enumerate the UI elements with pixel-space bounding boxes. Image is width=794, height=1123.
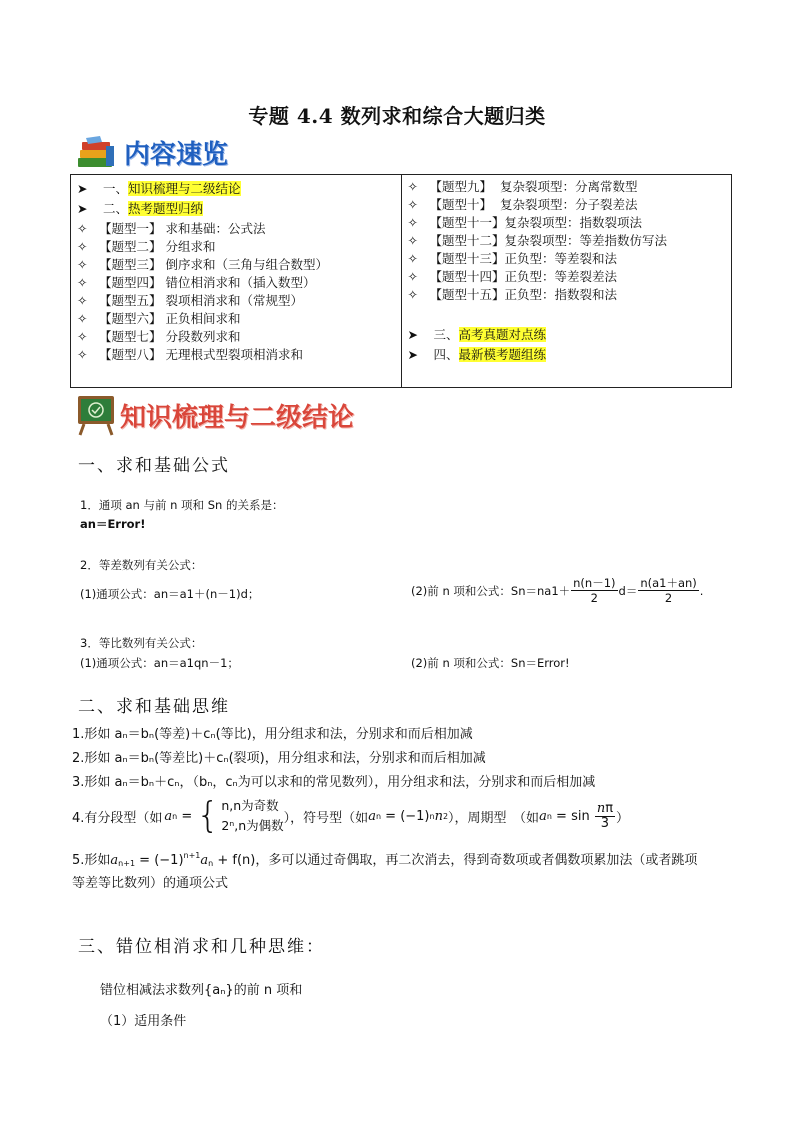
- toc-item-type-13[interactable]: ✧ 【题型十三】正负型：等差裂和法: [407, 251, 618, 266]
- s3-line1: 错位相减法求数列{aₙ}的前 n 项和: [100, 983, 303, 998]
- toc-item-exam[interactable]: ➤ 三、高考真题对点练: [407, 327, 547, 342]
- item3-title: 3．等比数列有关公式：: [80, 636, 203, 650]
- s2-line2: 2.形如 aₙ＝bₙ(等差比)＋cₙ(裂项)，用分组求和法，分别求和而后相加减: [72, 751, 486, 766]
- diamond-bullet-icon: ✧: [77, 257, 88, 272]
- diamond-bullet-icon: ✧: [407, 215, 418, 230]
- item3-left: (1)通项公式：an＝a1qn－1；: [80, 656, 239, 670]
- blackboard-icon: [76, 394, 116, 436]
- item1-title: 1．通项 an 与前 n 项和 Sn 的关系是：: [80, 498, 284, 512]
- toc-item-type-1[interactable]: ✧ 【题型一】 求和基础：公式法: [77, 221, 266, 236]
- toc-item-type-5[interactable]: ✧ 【题型五】 裂项相消求和（常规型）: [77, 293, 304, 308]
- diamond-bullet-icon: ✧: [407, 197, 418, 212]
- item2-right: (2)前 n 项和公式：Sn＝na1＋ $\frac{n(n-1)}{2}$ d＝ $\frac{n(a1+an)}{2}$ .: [411, 576, 704, 605]
- arrow-bullet-icon: ➤: [77, 201, 88, 216]
- toc-right-column: [402, 175, 732, 387]
- s2-line3: 3.形如 aₙ＝bₙ＋cₙ，（bₙ，cₙ为可以求和的常见数列），用分组求和法，分别求和而后相加减: [72, 775, 596, 790]
- toc-item-mock[interactable]: ➤ 四、最新模考题组练: [407, 347, 547, 362]
- toc-item-type-10[interactable]: ✧ 【题型十】 复杂裂项型：分子裂差法: [407, 197, 638, 212]
- toc-table: [70, 174, 732, 388]
- books-icon: [76, 136, 118, 170]
- toc-item-type-4[interactable]: ✧ 【题型四】 错位相消求和（插入数型）: [77, 275, 316, 290]
- diamond-bullet-icon: ✧: [77, 347, 88, 362]
- toc-item-type-9[interactable]: ✧ 【题型九】 复杂裂项型：分离常数型: [407, 179, 638, 194]
- diamond-bullet-icon: ✧: [77, 329, 88, 344]
- diamond-bullet-icon: ✧: [77, 275, 88, 290]
- toc-item-type-15[interactable]: ✧ 【题型十五】正负型：指数裂和法: [407, 287, 618, 302]
- fraction: $\frac{n(a1+an)}{2}$: [640, 576, 697, 605]
- fraction: $\frac{n(n-1)}{2}$: [573, 576, 616, 605]
- diamond-bullet-icon: ✧: [407, 233, 418, 248]
- toc-item-hot-types[interactable]: ➤ 二、热考题型归纳: [77, 201, 204, 216]
- toc-item-knowledge[interactable]: ➤ 一、知识梳理与二级结论: [77, 181, 241, 196]
- arrow-bullet-icon: ➤: [407, 347, 418, 362]
- diamond-bullet-icon: ✧: [77, 221, 88, 236]
- section-1-heading: 一、求和基础公式: [78, 456, 230, 476]
- toc-item-type-3[interactable]: ✧ 【题型三】 倒序求和（三角与组合数型）: [77, 257, 329, 272]
- item2-title: 2．等差数列有关公式：: [80, 558, 203, 572]
- diamond-bullet-icon: ✧: [407, 287, 418, 302]
- diamond-bullet-icon: ✧: [407, 269, 418, 284]
- section-2-heading: 二、求和基础思维: [78, 697, 230, 717]
- s3-line2: （1）适用条件: [100, 1014, 187, 1029]
- fraction: $\frac{n\pi}{3}$: [596, 800, 614, 831]
- toc-item-type-11[interactable]: ✧ 【题型十一】复杂裂项型：指数裂项法: [407, 215, 643, 230]
- diamond-bullet-icon: ✧: [407, 179, 418, 194]
- toc-item-type-7[interactable]: ✧ 【题型七】 分段数列求和: [77, 329, 241, 344]
- toc-left-column: [71, 175, 402, 387]
- banner-text: 内容速览: [124, 140, 229, 170]
- s2-line4: 4.有分段型（如 a n = { n,n为奇数 2ⁿ,n为偶数 ），符号型（如 a n = (−1) n n 2 ），周期型 （如 a n = sin $\frac{n\pi}{3}$ ）: [72, 795, 630, 836]
- page-title: 专题 4.4 数列求和综合大题归类: [248, 104, 546, 128]
- section-3-heading: 三、错位相消求和几种思维：: [78, 937, 325, 957]
- arrow-bullet-icon: ➤: [407, 327, 418, 342]
- s2-line1: 1.形如 aₙ＝bₙ(等差)＋cₙ(等比)，用分组求和法，分别求和而后相加减: [72, 727, 473, 742]
- s2-line5: 5.形如$a_{n+1} = (-1)^{n+1}a_n + f(n)$，多可以通过奇偶取，再二次消去，得到奇数项或者偶数项累加法（或者跳项: [72, 851, 698, 868]
- diamond-bullet-icon: ✧: [77, 311, 88, 326]
- case-even: 2ⁿ,n为偶数: [221, 818, 284, 833]
- toc-item-type-14[interactable]: ✧ 【题型十四】正负型：等差裂差法: [407, 269, 618, 284]
- s2-line5-cont: 等差等比数列）的通项公式: [72, 876, 229, 891]
- diamond-bullet-icon: ✧: [77, 239, 88, 254]
- banner-content-overview: [76, 134, 228, 171]
- toc-item-type-12[interactable]: ✧ 【题型十二】复杂裂项型：等差指数仿写法: [407, 233, 668, 248]
- banner-knowledge: [76, 394, 354, 436]
- toc-item-type-2[interactable]: ✧ 【题型二】 分组求和: [77, 239, 216, 254]
- diamond-bullet-icon: ✧: [77, 293, 88, 308]
- item3-right: (2)前 n 项和公式：Sn＝Error!: [411, 656, 570, 670]
- item1-formula: an＝Error!: [80, 517, 146, 531]
- toc-item-type-6[interactable]: ✧ 【题型六】 正负相间求和: [77, 311, 241, 326]
- toc-item-type-8[interactable]: ✧ 【题型八】 无理根式型裂项相消求和: [77, 347, 304, 362]
- banner-text: 知识梳理与二级结论: [120, 402, 355, 433]
- case-odd: n,n为奇数: [221, 798, 279, 813]
- item2-left: (1)通项公式：an＝a1＋(n－1)d；: [80, 587, 260, 601]
- diamond-bullet-icon: ✧: [407, 251, 418, 266]
- arrow-bullet-icon: ➤: [77, 181, 88, 196]
